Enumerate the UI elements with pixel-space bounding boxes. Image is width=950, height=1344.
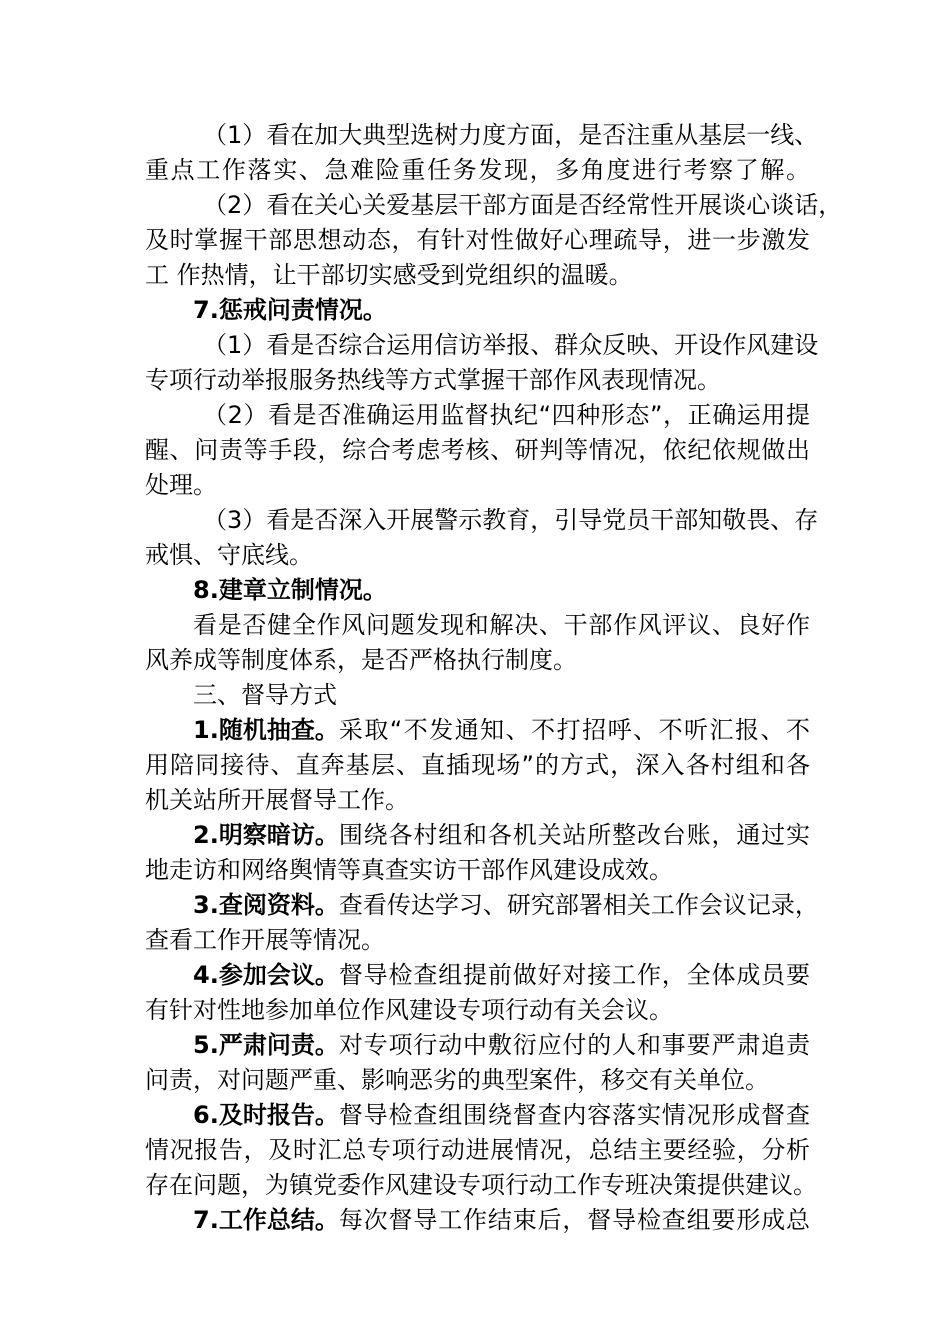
paragraph-line: 专项行动举报服务热线等方式掌握干部作风表现情况。: [145, 366, 721, 394]
item-text: 督导检查组提前做好对接工作，全体成员要: [338, 961, 810, 989]
paragraph-line: 查看工作开展等情况。: [145, 926, 385, 954]
item-title: 7.工作总结。: [193, 1206, 339, 1234]
chapter-heading: 三、督导方式: [193, 681, 337, 709]
item-text: 查看传达学习、研究部署相关工作会议记录，: [338, 891, 819, 919]
paragraph-line: （2）看在关心关爱基层干部方面是否经常性开展谈心谈话，: [203, 191, 843, 219]
section-heading: 7.惩戒问责情况。: [193, 296, 387, 324]
paragraph-line: 机关站所开展督导工作。: [145, 786, 409, 814]
item-text: 对专项行动中敷衍应付的人和事要严肃追责: [338, 1031, 810, 1059]
paragraph-line: 戒惧、守底线。: [145, 541, 313, 569]
paragraph-line: （3）看是否深入开展警示教育，引导党员干部知敬畏、存: [203, 506, 819, 534]
paragraph-line: 风养成等制度体系，是否严格执行制度。: [145, 646, 577, 674]
paragraph-line: 醒、问责等手段，综合考虑考核、研判等情况，依纪依规做出: [145, 436, 810, 464]
paragraph-line: 问责，对问题严重、影响恶劣的典型案件，移交有关单位。: [145, 1066, 769, 1094]
paragraph-line: 情况报告，及时汇总专项行动进展情况，总结主要经验，分析: [145, 1136, 810, 1164]
paragraph-line: （1）看是否综合运用信访举报、群众反映、开设作风建设: [203, 331, 819, 359]
item-title: 1.随机抽查。: [193, 716, 339, 744]
paragraph-line: [193, 1098, 810, 1132]
item-title: 2.明察暗访。: [193, 821, 339, 849]
item-title: 3.查阅资料。: [193, 891, 339, 919]
paragraph-line: 及时掌握干部思想动态，有针对性做好心理疏导，进一步激发: [145, 226, 810, 254]
paragraph-line: 重点工作落实、急难险重任务发现，多角度进行考察了解。: [145, 156, 810, 184]
paragraph-line: 用陪同接待、直奔基层、直插现场”的方式，深入各村组和各: [145, 751, 810, 779]
section-heading: 8.建章立制情况。: [193, 576, 387, 604]
paragraph-line: （1）看在加大典型选树力度方面，是否注重从基层一线、: [203, 121, 819, 149]
paragraph-line: 有针对性地参加单位作风建设专项行动有关会议。: [145, 996, 673, 1024]
item-text: 每次督导工作结束后，督导检查组要形成总: [338, 1206, 810, 1234]
item-title: 5.严肃问责。: [193, 1031, 339, 1059]
paragraph-line: [193, 818, 810, 852]
paragraph-line: 地走访和网络舆情等真查实访干部作风建设成效。: [145, 856, 673, 884]
paragraph-line: [193, 713, 810, 747]
item-text: 采取“不发通知、不打招呼、不听汇报、不: [338, 716, 810, 744]
paragraph-line: （2）看是否准确运用监督执纪“四种形态”，正确运用提: [203, 401, 810, 429]
paragraph-line: 看是否健全作风问题发现和解决、干部作风评议、良好作: [193, 611, 810, 639]
item-title: 6.及时报告。: [193, 1101, 339, 1129]
item-text: 督导检查组围绕督查内容落实情况形成督查: [338, 1101, 810, 1129]
paragraph-line: 处理。: [145, 471, 217, 499]
paragraph-line: [193, 888, 819, 922]
paragraph-line: 工 作热情，让干部切实感受到党组织的温暖。: [145, 261, 633, 289]
paragraph-line: 存在问题，为镇党委作风建设专项行动工作专班决策提供建议。: [145, 1171, 817, 1199]
paragraph-line: [193, 958, 810, 992]
item-text: 围绕各村组和各机关站所整改台账，通过实: [338, 821, 810, 849]
item-title: 4.参加会议。: [193, 961, 339, 989]
paragraph-line: [193, 1203, 810, 1237]
paragraph-line: [193, 1028, 810, 1062]
